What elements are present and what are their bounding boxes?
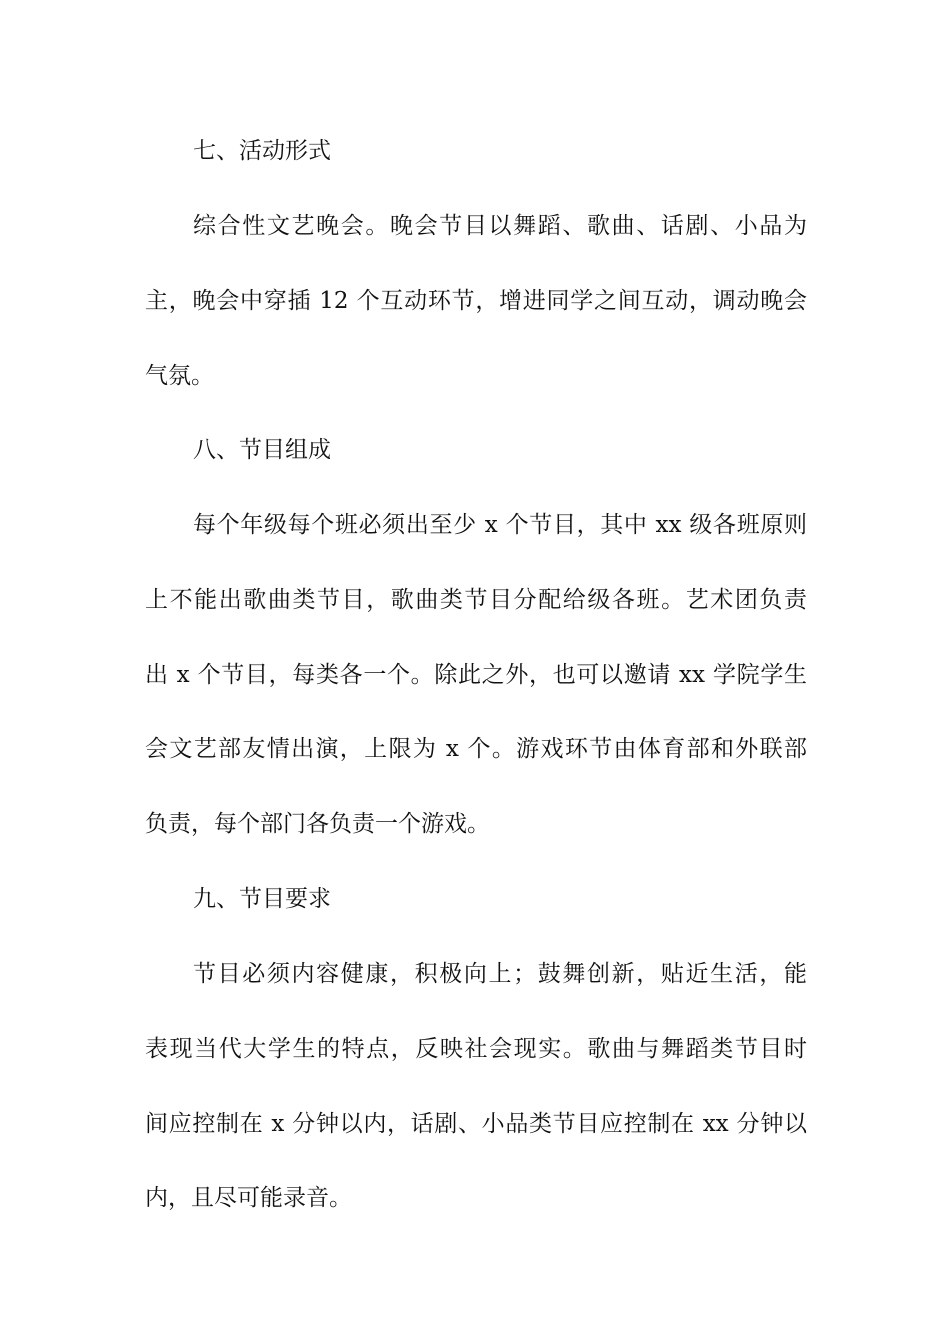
paragraph-line: 内，且尽可能录音。	[145, 1185, 352, 1211]
paragraph-line: 间应控制在 x 分钟以内，话剧、小品类节目应控制在 xx 分钟以	[145, 1111, 807, 1137]
section-heading-program-requirements: 九、节目要求	[193, 886, 331, 912]
paragraph-line: 每个年级每个班必须出至少 x 个节目，其中 xx 级各班原则	[193, 512, 807, 538]
paragraph-line: 负责，每个部门各负责一个游戏。	[145, 811, 490, 837]
paragraph-line: 综合性文艺晚会。晚会节目以舞蹈、歌曲、话剧、小品为	[193, 213, 807, 239]
section-heading-program-composition: 八、节目组成	[193, 437, 331, 463]
paragraph-line: 主，晚会中穿插 12 个互动环节，增进同学之间互动，调动晚会	[145, 288, 807, 314]
paragraph-line: 气氛。	[145, 363, 214, 389]
section-heading-activity-form: 七、活动形式	[193, 138, 331, 164]
paragraph-line: 节目必须内容健康，积极向上；鼓舞创新，贴近生活，能	[193, 961, 807, 987]
paragraph-line: 会文艺部友情出演，上限为 x 个。游戏环节由体育部和外联部	[145, 736, 807, 762]
paragraph-line: 出 x 个节目，每类各一个。除此之外，也可以邀请 xx 学院学生	[145, 662, 807, 688]
paragraph-line: 上不能出歌曲类节目，歌曲类节目分配给级各班。艺术团负责	[145, 587, 807, 613]
paragraph-line: 表现当代大学生的特点，反映社会现实。歌曲与舞蹈类节目时	[145, 1036, 807, 1062]
